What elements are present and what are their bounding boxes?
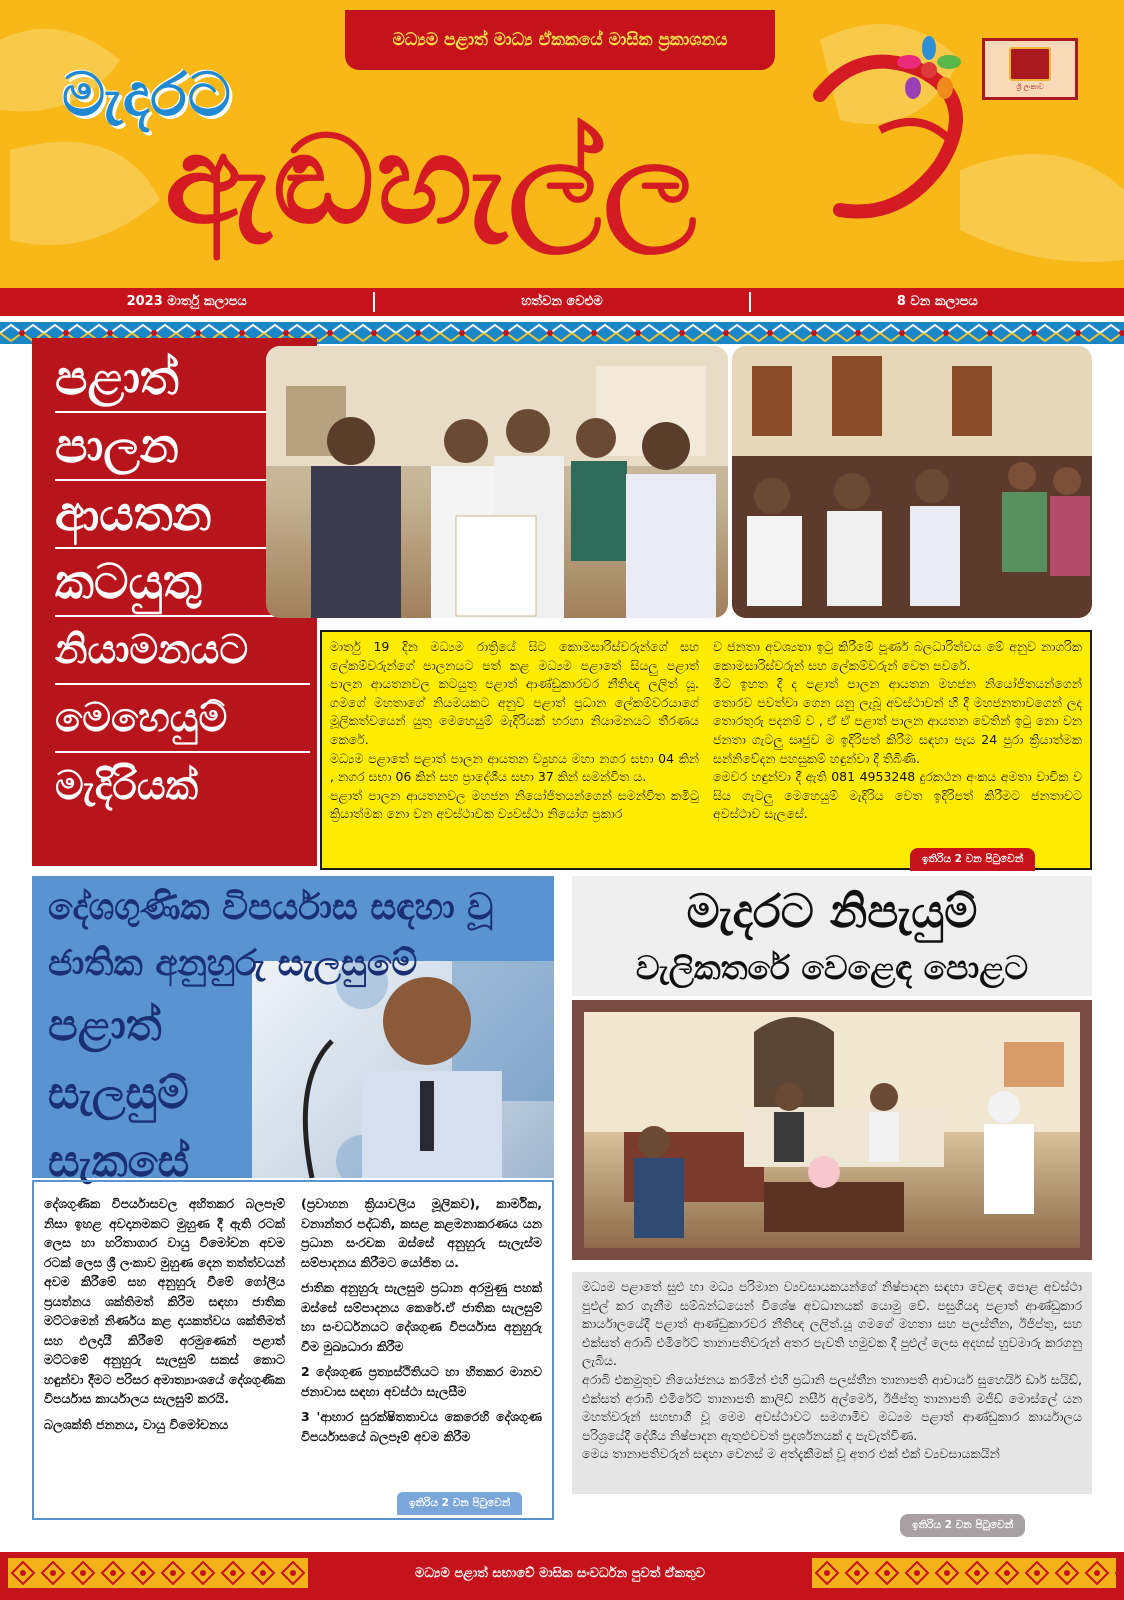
ambassadors-meeting-photo-frame xyxy=(572,1000,1092,1260)
lead-paragraph: මෙවර හඳුන්වා දී ඇති 081 4953248 දුරකථන අංකය අමතා වාචික ව සිය ගැටලු මෙහෙයුම් මැදිරිය වෙත ඉදිරිපත් කිරීමට ජනතාවට අවස්ථාව සැලසේ. xyxy=(713,769,1082,822)
climate-headline xyxy=(48,880,558,1196)
continued-on-page-2-link[interactable]: ඉතිරිය 2 වන පිටුවෙන් xyxy=(900,1514,1025,1537)
climate-headline-line: සැලසුම් xyxy=(48,1068,189,1119)
ambassadors-meeting-photo xyxy=(584,1012,1080,1248)
dateline-bar xyxy=(0,288,1124,316)
lion-emblem-icon xyxy=(1009,47,1051,81)
continued-on-page-2-link[interactable]: ඉතිරිය 2 වන පිටුවෙන් xyxy=(910,848,1035,871)
lead-headline-line: ආයතන xyxy=(55,481,310,549)
climate-paragraph: බලශක්ති ජනනය, වායු විමෝචනය xyxy=(44,1416,229,1432)
market-headline-line-1: මැදරට නිපැයුම් xyxy=(686,884,978,938)
market-headline xyxy=(572,876,1092,996)
lead-paragraph: මීට ඉහත දී ද පළාත් පාලන ආයතන මහජන නියෝජිතයන්ගෙන් තොරව පවත්වා ගෙන යනු ලැබූ අවස්ථාවන් හි දී මහජනතාවගෙන් ලද තොරතුරු පදනම් ව , ඒ ඒ පළාත් පාලන ආයතන වෙතින් ඉටු නො වන ජනතා ගැටලු සෘජුව ම ඉදිරිපත් කිරීම සඳහා පැය 24 පුරා ක්‍රියාත්මක සන්නිවේදන පහසුකම් හඳුන්වා දී තිබිණි. xyxy=(713,676,1082,766)
masthead-title: ඇඬහැල්ල xyxy=(165,107,699,251)
lead-paragraph: ව ජනතා අවශ්‍යතා ඉටු කිරීමේ පූර්ණ බලධාරිත්වය මේ අනුව නාගරික කොමසාරිස්වරුන් සහ ලේකම්වරුන් වෙත පවරේ. xyxy=(713,639,1082,673)
masthead xyxy=(0,0,1124,288)
lead-paragraph: මාර්තු 19 දින මධ්‍යම රාත්‍රියේ සිට කොමසාරිස්වරුන්ගේ සහ ලේකම්වරුන්ගේ පාලනයට පත් කළ මධ්‍යම පළාතේ සියලු පළාත් පාලන ආයතනවල කටයුතු පළාත් ආණ්ඩුකාරවර නීතිඥ ලලිත් යූ. ගමගේ මහතාගේ නියමයකට අනුව පළාත් ප්‍රධාන ලේකම්වරයාගේ මූලිකත්වයෙන් යුතු මෙහෙයුම් මැදිරියක් හරහා නියාමනයට තීරණය කෙරේ. xyxy=(330,639,699,747)
lead-headline-line: පළාත් xyxy=(55,345,310,413)
masthead-tagline: මධ්‍යම පළාත් මාධ්‍ය ඒකකයේ මාසික ප්‍රකාශනය xyxy=(345,10,775,70)
climate-paragraph: දේශගුණික විපර්යාසවල අහිතකර බලපෑම් නිසා ඉහළ අවදානමකට මුහුණ දී ඇති රටක් ලෙස හා හරිතාගාර වායු විමෝචන අවම රටක් ලෙස ශ්‍රී ලංකාව මුහුණ දෙන තත්ත්වයන් අවම කිරීමේ සහ අනුහුරු වීමේ ගෝලීය ප්‍රයත්නය ශක්තිමත් කිරීම සඳහා ජාතික මට්ටමෙන් නිර්ණය කළ දායකත්වය ශක්තිමත් සහ ඵලදායී කිරීමේ අරමුණෙන් පළාත් මට්ටමේ අනුහුරු සැලසුම් සකස් කොට හඳුන්වා දීමට පරිසර අමාත්‍යාංශයේ දේශගුණික විපර්යාස කාර්යාලය සැලසුම් කරයි. xyxy=(44,1196,285,1406)
footer-pattern-right xyxy=(812,1558,1116,1588)
footer-pattern-left xyxy=(8,1558,308,1588)
climate-story-column-2 xyxy=(301,1194,542,1506)
issue-month: 2023 මාර්තු කලාපය xyxy=(0,292,375,312)
footer-caption: මධ්‍යම පළාත් සභාවේ මාසික සංවර්ධන පුවත් ඒකතුව xyxy=(415,1565,705,1581)
issue-number: 8 වන කලාපය xyxy=(896,294,978,309)
climate-headline-line: සැකසේ xyxy=(48,1136,190,1187)
flower-logo-icon xyxy=(895,32,963,108)
continued-on-page-2-link[interactable]: ඉතිරිය 2 වන පිටුවෙන් xyxy=(397,1492,522,1515)
climate-story-body xyxy=(32,1180,554,1520)
market-paragraph: අරාබි එකමුතුව නියෝජනය කරමින් එහි ප්‍රධානි පලස්තීන තානාපති ආචාර්ය සුහෙයිර් ඩාර් සයිඩ්, එක්සත් අරාබි එමිරේට් තානාපති කාලිඩ් නසීර් අල්මෙර්, ඊජිප්තු තානාපති මජීඩ් මොස්ලේ යන මහත්වරුන් සහභාගී වූ මෙම අවස්ථාවට සමගාමීව මධ්‍යම පළාත් ආණ්ඩුකාර කාර්යාලය පරිශ්‍රයේදී දේශීය නිෂ්පාදන ඇතුළුවවත් ප්‍රදර්ශනයක් ද පැවැත්විණ. xyxy=(582,1371,1082,1443)
lead-paragraph: පළාත් පාලන ආයතනවල මහජන නියෝජිතයන්ගෙන් සමන්විත කමිටු ක්‍රියාත්මක නො වන අවස්ථාවක ව්‍යවස්ථා නියෝග ප්‍රකාර xyxy=(330,787,699,822)
climate-headline-line: පළාත් xyxy=(48,1000,162,1051)
lead-headline-line: මැදිරියක් xyxy=(55,763,199,809)
market-headline-line-2: වැලිකතරේ වෙළෙඳ පොළට xyxy=(635,948,1029,987)
market-story-body xyxy=(572,1272,1092,1494)
provincial-emblem xyxy=(982,38,1078,100)
climate-paragraph: ජාතික අනුහුරු සැලසුම ප්‍රධාන අරමුණු පහක් ඔස්සේ සම්පාදනය කෙරේ.ඒ ජාතික සැලසුම් හා සංවර්ධනයට දේශගුණ විපර්යාස අනුහුරු වීම මුඛ්‍යධාරා කිරීම xyxy=(301,1280,542,1354)
volume-number: හත්වන වෙළුම xyxy=(375,292,750,312)
lead-headline-line: කටයුතු xyxy=(55,549,310,617)
lead-headline-line: නියාමනයට xyxy=(55,617,310,685)
lead-headline-line: මෙහෙයුම් xyxy=(55,685,310,753)
climate-paragraph: 2 දේශගුණ ප්‍රත්‍යස්ථිතියට හා හිතකර මානව ජනාවාස සඳහා අවස්ථා සැලසීම xyxy=(301,1364,542,1399)
masthead-kicker: මැදරට xyxy=(62,60,232,130)
market-paragraph: මධ්‍යම පළාතේ සුළු හා මධ්‍ය පරිමාන ව්‍යවසායකයන්ගේ නිෂ්පාදන සඳහා වෙළඳ පොළ අවස්ථා පුළුල් කර ගැනීම සම්බන්ධයෙන් විශේෂ අවධානයක් යොමු වේ. පසුගියදා පළාත් ආණ්ඩුකාර කාර්යාලයේදී පළාත් ආණ්ඩුකාරවර නීතිඥ ලලිත්.යූ ගමගේ මහතා සහ පලස්තීන, ඊජිප්තු, සහ එක්සත් අරාබි එමිරේට් තානාපතිවරුන් අතර පැවති හමුවක දී පුළුල් ලෙස අදහස් හුවමාරු කරගනු ලැබිය. xyxy=(582,1279,1082,1369)
lead-story-column-1 xyxy=(330,638,699,860)
climate-story-column-1 xyxy=(44,1194,285,1506)
meeting-audience-photo xyxy=(732,346,1092,618)
certificate-handover-photo xyxy=(266,346,728,618)
lead-story-column-2 xyxy=(713,638,1082,860)
lead-headline-line: පාලන xyxy=(55,413,310,481)
climate-headline-line: දේශගුණික විපර්යාස සඳහා වූ xyxy=(48,887,494,928)
climate-paragraph: 3 'ආහාර සුරක්ෂිතතාවය කෙරෙහි දේශගුණ විපර්යාසයේ බලපෑම් අවම කිරීම xyxy=(301,1409,542,1444)
climate-paragraph: (ප්‍රවාහන ක්‍රියාවලිය මූලිකව), කාර්මික, වනාන්තර පද්ධති, කසළ කළමනාකරණය යන ප්‍රධාන සංරචක ඔස්සේ අනුහුරු සැලැස්ම සම්පාදනය කිරීමට යෝජිත ය. xyxy=(301,1196,542,1270)
market-paragraph: මෙය තානාපතිවරුන් සඳහා වෙනස් ම අත්දැකීමක් වූ අතර එක් එක් ව්‍යවසායකයින් xyxy=(582,1446,1000,1462)
climate-headline-line: ජාතික අනුහුරු සැලසුමේ xyxy=(48,943,418,984)
lead-story-body xyxy=(320,630,1092,870)
emblem-caption: ශ්‍රී ලංකාව xyxy=(1016,82,1044,91)
lead-paragraph: මධ්‍යම පළාතේ පළාත් පාලන ආයතන ව්‍යුහය මහා නගර සභා 04 කින් , නගර සභා 06 කින් සහ ප්‍රාදේශීය සභා 37 කින් සමන්විත ය. xyxy=(330,750,699,785)
